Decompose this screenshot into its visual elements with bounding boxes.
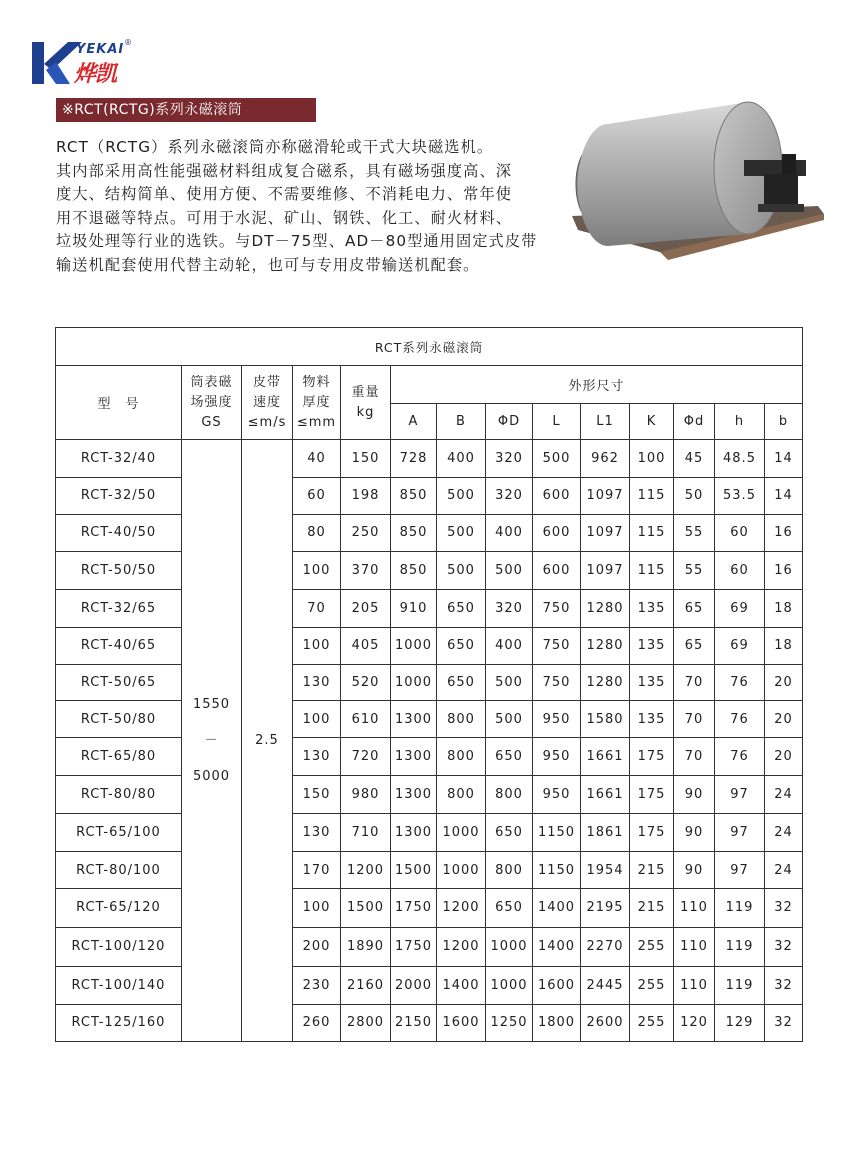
- value-cell: 800: [486, 852, 533, 889]
- table-row: [56, 589, 803, 627]
- value-cell: 650: [437, 664, 486, 700]
- value-cell: 119: [715, 966, 765, 1004]
- intro-line: 输送机配套使用代替主动轮，也可与专用皮带输送机配套。: [56, 255, 480, 274]
- value-cell: 97: [715, 814, 765, 852]
- value-cell: 175: [630, 738, 674, 776]
- value-cell: 610: [341, 700, 391, 737]
- value-cell: 130: [293, 738, 341, 776]
- value-cell: 2000: [391, 966, 437, 1004]
- value-cell: 150: [341, 440, 391, 478]
- value-cell: 910: [391, 589, 437, 627]
- model-cell: RCT-32/50: [56, 478, 182, 514]
- value-cell: 800: [437, 738, 486, 776]
- value-cell: 1800: [533, 1004, 581, 1041]
- value-cell: 24: [765, 814, 803, 852]
- value-cell: 600: [533, 478, 581, 514]
- model-cell: RCT-100/120: [56, 927, 182, 966]
- value-cell: 800: [437, 776, 486, 814]
- value-cell: 1300: [391, 814, 437, 852]
- header-belt-speed: 皮带 速度 ≤m/s: [242, 366, 293, 440]
- value-cell: 650: [437, 627, 486, 664]
- value-cell: 1097: [581, 514, 630, 551]
- value-cell: 97: [715, 776, 765, 814]
- value-cell: 400: [437, 440, 486, 478]
- value-cell: 1600: [533, 966, 581, 1004]
- value-cell: 1300: [391, 776, 437, 814]
- model-cell: RCT-65/100: [56, 814, 182, 852]
- value-cell: 24: [765, 852, 803, 889]
- value-cell: 135: [630, 664, 674, 700]
- header-dim-col: L1: [581, 404, 630, 440]
- value-cell: 55: [674, 551, 715, 589]
- value-cell: 32: [765, 1004, 803, 1041]
- value-cell: 100: [630, 440, 674, 478]
- value-cell: 1280: [581, 664, 630, 700]
- model-cell: RCT-32/40: [56, 440, 182, 478]
- value-cell: 320: [486, 589, 533, 627]
- intro-line: 其内部采用高性能强磁材料组成复合磁系，具有磁场强度高、深: [56, 161, 513, 180]
- value-cell: 500: [486, 700, 533, 737]
- belt-speed-cell: 2.5: [242, 440, 293, 1042]
- value-cell: 1280: [581, 627, 630, 664]
- value-cell: 115: [630, 551, 674, 589]
- table-row: [56, 440, 803, 478]
- value-cell: 255: [630, 927, 674, 966]
- value-cell: 1150: [533, 814, 581, 852]
- value-cell: 115: [630, 514, 674, 551]
- value-cell: 150: [293, 776, 341, 814]
- value-cell: 76: [715, 664, 765, 700]
- value-cell: 76: [715, 700, 765, 737]
- header-dim-col: b: [765, 404, 803, 440]
- value-cell: 129: [715, 1004, 765, 1041]
- model-cell: RCT-65/80: [56, 738, 182, 776]
- value-cell: 600: [533, 514, 581, 551]
- value-cell: 255: [630, 1004, 674, 1041]
- value-cell: 950: [533, 738, 581, 776]
- value-cell: 14: [765, 440, 803, 478]
- value-cell: 70: [293, 589, 341, 627]
- model-cell: RCT-40/65: [56, 627, 182, 664]
- intro-line: RCT（RCTG）系列永磁滚筒亦称磁滑轮或干式大块磁选机。: [56, 138, 494, 156]
- value-cell: 97: [715, 852, 765, 889]
- value-cell: 750: [533, 589, 581, 627]
- value-cell: 750: [533, 664, 581, 700]
- value-cell: 750: [533, 627, 581, 664]
- value-cell: 1000: [486, 966, 533, 1004]
- value-cell: 60: [715, 514, 765, 551]
- value-cell: 1400: [437, 966, 486, 1004]
- intro-paragraph: [56, 136, 564, 278]
- value-cell: 18: [765, 589, 803, 627]
- spec-table: [55, 327, 803, 1042]
- value-cell: 120: [674, 1004, 715, 1041]
- intro-line: 度大、结构简单、使用方便、不需要维修、不消耗电力、常年使: [56, 185, 513, 204]
- value-cell: 500: [486, 664, 533, 700]
- value-cell: 16: [765, 551, 803, 589]
- value-cell: 115: [630, 478, 674, 514]
- value-cell: 2195: [581, 889, 630, 927]
- value-cell: 70: [674, 664, 715, 700]
- intro-line: 用不退磁等特点。可用于水泥、矿山、钢铁、化工、耐火材料、: [56, 208, 513, 227]
- value-cell: 1000: [437, 852, 486, 889]
- value-cell: 70: [674, 738, 715, 776]
- table-row: [56, 889, 803, 927]
- value-cell: 800: [486, 776, 533, 814]
- value-cell: 100: [293, 551, 341, 589]
- value-cell: 800: [437, 700, 486, 737]
- value-cell: 1000: [391, 627, 437, 664]
- header-material-thickness: 物料 厚度 ≤mm: [293, 366, 341, 440]
- model-cell: RCT-80/100: [56, 852, 182, 889]
- value-cell: 1000: [486, 927, 533, 966]
- table-caption: RCT系列永磁滚筒: [56, 328, 803, 366]
- model-cell: RCT-50/65: [56, 664, 182, 700]
- value-cell: 1750: [391, 927, 437, 966]
- value-cell: 69: [715, 589, 765, 627]
- table-row: [56, 738, 803, 776]
- header-field-strength: 筒表磁 场强度 GS: [182, 366, 242, 440]
- value-cell: 500: [437, 514, 486, 551]
- value-cell: 1097: [581, 478, 630, 514]
- value-cell: 205: [341, 589, 391, 627]
- value-cell: 500: [437, 478, 486, 514]
- model-cell: RCT-125/160: [56, 1004, 182, 1041]
- table-row: [56, 700, 803, 737]
- value-cell: 100: [293, 889, 341, 927]
- value-cell: 135: [630, 627, 674, 664]
- value-cell: 962: [581, 440, 630, 478]
- value-cell: 65: [674, 589, 715, 627]
- value-cell: 90: [674, 776, 715, 814]
- table-row: [56, 927, 803, 966]
- value-cell: 32: [765, 966, 803, 1004]
- value-cell: 1500: [341, 889, 391, 927]
- value-cell: 1500: [391, 852, 437, 889]
- value-cell: 119: [715, 927, 765, 966]
- value-cell: 45: [674, 440, 715, 478]
- value-cell: 69: [715, 627, 765, 664]
- value-cell: 200: [293, 927, 341, 966]
- value-cell: 720: [341, 738, 391, 776]
- value-cell: 2800: [341, 1004, 391, 1041]
- header-dim-col: Φd: [674, 404, 715, 440]
- value-cell: 175: [630, 814, 674, 852]
- brand-name-en: YEKAI: [76, 42, 125, 57]
- value-cell: 1300: [391, 738, 437, 776]
- value-cell: 950: [533, 700, 581, 737]
- value-cell: 70: [674, 700, 715, 737]
- value-cell: 1300: [391, 700, 437, 737]
- value-cell: 130: [293, 814, 341, 852]
- value-cell: 55: [674, 514, 715, 551]
- header-weight: 重量 kg: [341, 366, 391, 440]
- value-cell: 230: [293, 966, 341, 1004]
- brand-name-cn: 烨凯: [74, 62, 117, 87]
- value-cell: 400: [486, 514, 533, 551]
- model-cell: RCT-32/65: [56, 589, 182, 627]
- value-cell: 950: [533, 776, 581, 814]
- value-cell: 1890: [341, 927, 391, 966]
- table-row: [56, 966, 803, 1004]
- value-cell: 1200: [341, 852, 391, 889]
- table-row: [56, 627, 803, 664]
- table-row: [56, 514, 803, 551]
- value-cell: 650: [437, 589, 486, 627]
- value-cell: 32: [765, 889, 803, 927]
- value-cell: 1661: [581, 738, 630, 776]
- value-cell: 250: [341, 514, 391, 551]
- value-cell: 1150: [533, 852, 581, 889]
- value-cell: 40: [293, 440, 341, 478]
- header-model: 型 号: [56, 366, 182, 440]
- model-cell: RCT-80/80: [56, 776, 182, 814]
- table-row: [56, 551, 803, 589]
- value-cell: 710: [341, 814, 391, 852]
- value-cell: 728: [391, 440, 437, 478]
- registered-mark: ®: [124, 38, 132, 47]
- header-dim-col: A: [391, 404, 437, 440]
- value-cell: 370: [341, 551, 391, 589]
- header-dim-col: h: [715, 404, 765, 440]
- value-cell: 1954: [581, 852, 630, 889]
- value-cell: 1250: [486, 1004, 533, 1041]
- value-cell: 14: [765, 478, 803, 514]
- value-cell: 100: [293, 700, 341, 737]
- value-cell: 650: [486, 889, 533, 927]
- value-cell: 50: [674, 478, 715, 514]
- value-cell: 198: [341, 478, 391, 514]
- value-cell: 650: [486, 814, 533, 852]
- intro-line: 垃圾处理等行业的选铁。与DT－75型、AD－80型通用固定式皮带: [56, 232, 538, 251]
- value-cell: 980: [341, 776, 391, 814]
- value-cell: 260: [293, 1004, 341, 1041]
- model-cell: RCT-65/120: [56, 889, 182, 927]
- product-photo: [568, 96, 830, 264]
- table-row: [56, 1004, 803, 1041]
- model-cell: RCT-100/140: [56, 966, 182, 1004]
- value-cell: 76: [715, 738, 765, 776]
- value-cell: 850: [391, 551, 437, 589]
- brand-logo: [30, 40, 140, 88]
- value-cell: 2160: [341, 966, 391, 1004]
- value-cell: 1400: [533, 889, 581, 927]
- value-cell: 500: [437, 551, 486, 589]
- value-cell: 1600: [437, 1004, 486, 1041]
- value-cell: 215: [630, 889, 674, 927]
- value-cell: 650: [486, 738, 533, 776]
- table-row: [56, 776, 803, 814]
- table-row: [56, 664, 803, 700]
- value-cell: 520: [341, 664, 391, 700]
- value-cell: 20: [765, 738, 803, 776]
- value-cell: 90: [674, 814, 715, 852]
- value-cell: 1200: [437, 927, 486, 966]
- value-cell: 80: [293, 514, 341, 551]
- value-cell: 119: [715, 889, 765, 927]
- value-cell: 110: [674, 927, 715, 966]
- value-cell: 135: [630, 589, 674, 627]
- value-cell: 60: [715, 551, 765, 589]
- table-row: [56, 814, 803, 852]
- value-cell: 320: [486, 478, 533, 514]
- value-cell: 1097: [581, 551, 630, 589]
- value-cell: 2445: [581, 966, 630, 1004]
- value-cell: 1580: [581, 700, 630, 737]
- value-cell: 1661: [581, 776, 630, 814]
- value-cell: 1000: [437, 814, 486, 852]
- value-cell: 32: [765, 927, 803, 966]
- value-cell: 16: [765, 514, 803, 551]
- model-cell: RCT-50/80: [56, 700, 182, 737]
- value-cell: 400: [486, 627, 533, 664]
- value-cell: 130: [293, 664, 341, 700]
- value-cell: 1400: [533, 927, 581, 966]
- value-cell: 18: [765, 627, 803, 664]
- value-cell: 850: [391, 514, 437, 551]
- value-cell: 90: [674, 852, 715, 889]
- value-cell: 170: [293, 852, 341, 889]
- value-cell: 1200: [437, 889, 486, 927]
- header-dim-col: L: [533, 404, 581, 440]
- value-cell: 500: [486, 551, 533, 589]
- value-cell: 20: [765, 664, 803, 700]
- value-cell: 215: [630, 852, 674, 889]
- header-dimensions: 外形尺寸: [391, 366, 803, 404]
- value-cell: 65: [674, 627, 715, 664]
- value-cell: 175: [630, 776, 674, 814]
- header-dim-col: ΦD: [486, 404, 533, 440]
- field-strength-cell: 1550 － 5000: [182, 440, 242, 1042]
- header-dim-col: B: [437, 404, 486, 440]
- value-cell: 600: [533, 551, 581, 589]
- value-cell: 2270: [581, 927, 630, 966]
- value-cell: 2600: [581, 1004, 630, 1041]
- model-cell: RCT-40/50: [56, 514, 182, 551]
- value-cell: 320: [486, 440, 533, 478]
- value-cell: 850: [391, 478, 437, 514]
- value-cell: 110: [674, 889, 715, 927]
- value-cell: 60: [293, 478, 341, 514]
- value-cell: 20: [765, 700, 803, 737]
- model-cell: RCT-50/50: [56, 551, 182, 589]
- value-cell: 1750: [391, 889, 437, 927]
- section-title: ※RCT(RCTG)系列永磁滚筒: [56, 98, 316, 122]
- value-cell: 1000: [391, 664, 437, 700]
- value-cell: 1280: [581, 589, 630, 627]
- value-cell: 2150: [391, 1004, 437, 1041]
- header-dim-col: K: [630, 404, 674, 440]
- value-cell: 255: [630, 966, 674, 1004]
- value-cell: 48.5: [715, 440, 765, 478]
- value-cell: 135: [630, 700, 674, 737]
- value-cell: 100: [293, 627, 341, 664]
- table-row: [56, 478, 803, 514]
- table-row: [56, 852, 803, 889]
- value-cell: 405: [341, 627, 391, 664]
- value-cell: 24: [765, 776, 803, 814]
- value-cell: 110: [674, 966, 715, 1004]
- value-cell: 1861: [581, 814, 630, 852]
- value-cell: 53.5: [715, 478, 765, 514]
- value-cell: 500: [533, 440, 581, 478]
